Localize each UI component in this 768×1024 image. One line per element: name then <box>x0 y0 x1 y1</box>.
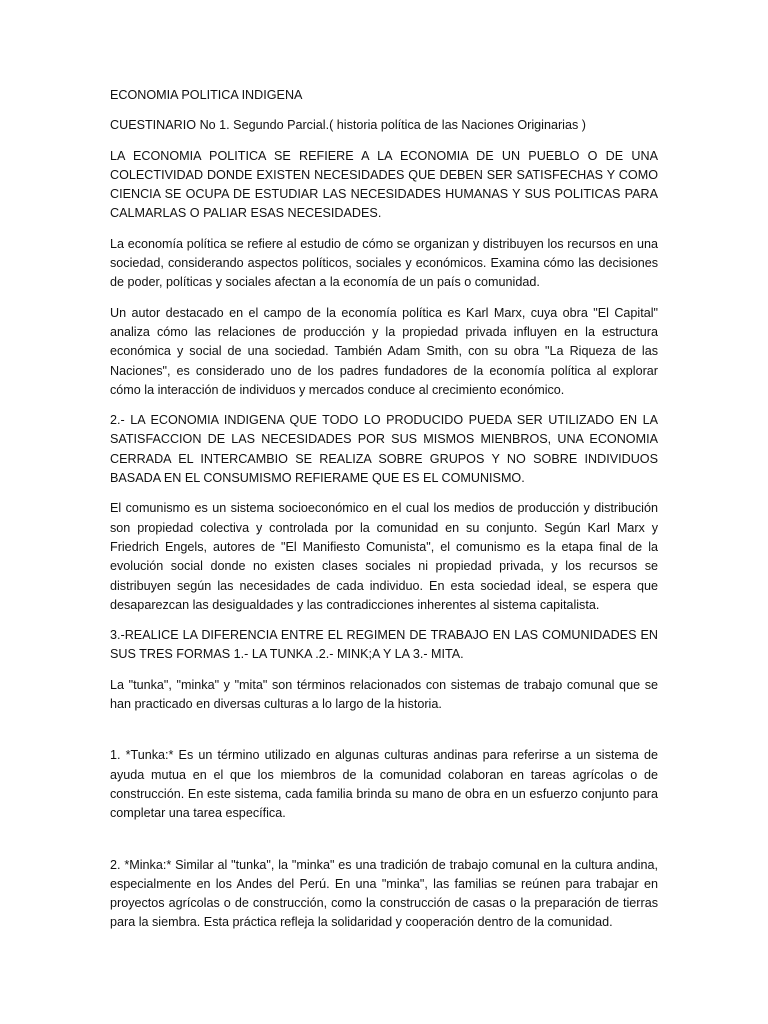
paragraph-question-2: 2.- LA ECONOMIA INDIGENA QUE TODO LO PRODUCIDO PUEDA SER UTILIZADO EN LA SATISFACCION DE LAS NECESIDADES POR SUS MISMOS MIENBROS, UNA ECONOMIA CERRADA EL INTERCAMBIO SE REALIZA SOBRE GRUPOS Y NO SOBRE INDIVIDUOS BASADA EN EL CONSUMISMO REFIERAME QUE ES EL COMUNISMO. <box>110 413 658 486</box>
document-page <box>110 86 658 944</box>
paragraph-intro-uppercase: LA ECONOMIA POLITICA SE REFIERE A LA ECONOMIA DE UN PUEBLO O DE UNA COLECTIVIDAD DONDE EXISTEN NECESIDADES QUE DEBEN SER SATISFECHAS Y COMO CIENCIA SE OCUPA DE ESTUDIAR LAS NECESIDADES HUMANAS Y SUS POLITICAS PARA CALMARLAS O PALIAR ESAS NECESIDADES. <box>110 148 658 221</box>
paragraph-minka: 2. *Minka:* Similar al "tunka", la "minka" es una tradición de trabajo comunal en la cultura andina, especialmente en los Andes del Perú. En una "minka", las familias se reúnen para trabajar en proyectos agrícolas o de construcción, como la construcción de casas o la preparación de tierras para la siembra. Esta práctica refleja la solidaridad y cooperación dentro de la comunidad. <box>110 857 658 930</box>
paragraph-question-3: 3.-REALICE LA DIFERENCIA ENTRE EL REGIMEN DE TRABAJO EN LAS COMUNIDADES EN SUS TRES FORMAS 1.- LA TUNKA .2.- MINK;A Y LA 3.- MITA. <box>110 628 658 662</box>
document-title: ECONOMIA POLITICA INDIGENA <box>110 88 303 102</box>
document-subtitle: CUESTINARIO No 1. Segundo Parcial.( historia política de las Naciones Originarias ) <box>110 118 586 133</box>
paragraph-terminos: La "tunka", "minka" y "mita" son términos relacionados con sistemas de trabajo comunal que se han practicado en diversas culturas a lo largo de la historia. <box>110 677 658 712</box>
paragraph-autores: Un autor destacado en el campo de la economía política es Karl Marx, cuya obra "El Capital" analiza cómo las relaciones de producción y la propiedad privada influyen en la estructura económica y social de una sociedad. También Adam Smith, con su obra "La Riqueza de las Naciones", es considerado uno de los padres fundadores de la economía política al explorar cómo la interacción de individuos y mercados conduce al crecimiento económico. <box>110 305 658 397</box>
paragraph-economia-politica: La economía política se refiere al estudio de cómo se organizan y distribuyen los recursos en una sociedad, considerando aspectos políticos, sociales y económicos. Examina cómo las decisiones de poder, políticas y sociales afectan a la economía de un país o comunidad. <box>110 236 658 290</box>
paragraph-comunismo: El comunismo es un sistema socioeconómico en el cual los medios de producción y distribución son propiedad colectiva y controlada por la comunidad en su conjunto. Según Karl Marx y Friedrich Engels, autores de "El Manifiesto Comunista", el comunismo es la etapa final de la evolución social donde no existen clases sociales ni propiedad privada, y los recursos se distribuyen según las necesidades de cada individuo. En esta sociedad ideal, se espera que desaparezcan las desigualdades y las contradicciones inherentes al sistema capitalista. <box>110 501 658 612</box>
paragraph-tunka: 1. *Tunka:* Es un término utilizado en algunas culturas andinas para referirse a un sistema de ayuda mutua en el que los miembros de la comunidad colaboran en tareas agrícolas o de construcción. En este sistema, cada familia brinda su mano de obra en un esfuerzo conjunto para completar una tarea específica. <box>110 748 658 821</box>
